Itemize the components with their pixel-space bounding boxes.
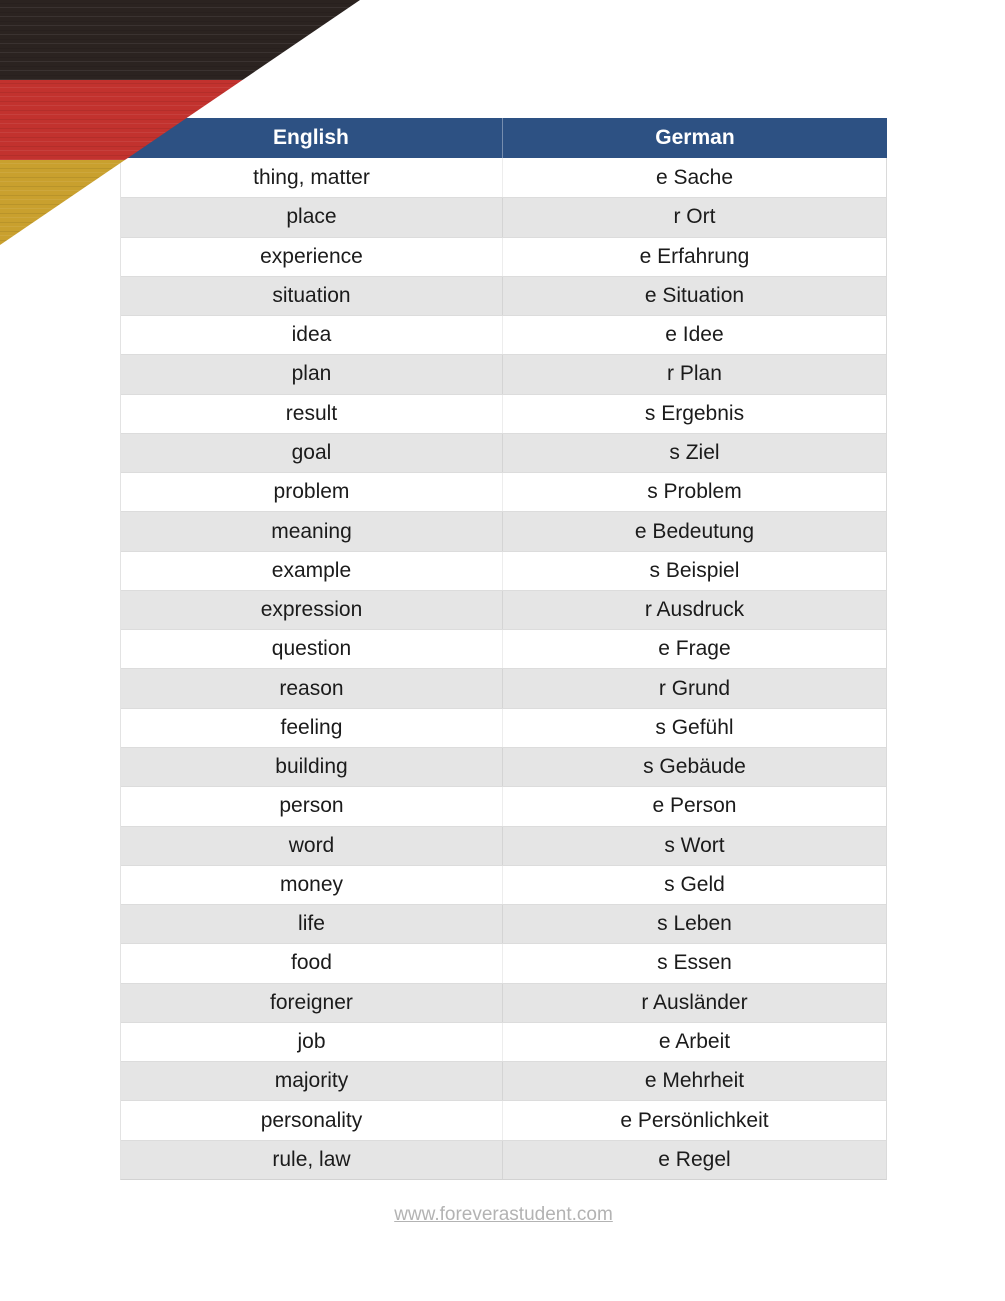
- table-row: [121, 511, 886, 550]
- english-cell: money: [279, 872, 343, 896]
- table-row: [121, 1100, 886, 1139]
- english-cell: problem: [273, 480, 350, 504]
- english-cell: job: [297, 1029, 326, 1053]
- english-cell: food: [291, 951, 332, 975]
- table-body: [120, 158, 887, 1180]
- table-row: [121, 629, 886, 668]
- table-row: [121, 276, 886, 315]
- table-row: [121, 551, 886, 590]
- german-cell: e Regel: [502, 1141, 886, 1179]
- website-link[interactable]: www.foreverastudent.com: [394, 1204, 613, 1225]
- english-cell: question: [271, 637, 352, 661]
- german-cell: s Ziel: [502, 434, 886, 472]
- table-row: [121, 668, 886, 707]
- german-cell: s Ergebnis: [502, 395, 886, 433]
- german-cell: e Frage: [502, 630, 886, 668]
- german-cell: r Grund: [502, 669, 886, 707]
- english-cell: idea: [291, 323, 332, 347]
- table-row: [121, 983, 886, 1022]
- german-cell: s Geld: [502, 866, 886, 904]
- english-cell: feeling: [280, 715, 343, 739]
- german-cell: e Persönlichkeit: [502, 1101, 886, 1139]
- german-cell: e Person: [502, 787, 886, 825]
- german-cell: e Arbeit: [502, 1023, 886, 1061]
- table-row: [121, 237, 886, 276]
- table-row: [121, 1140, 886, 1179]
- english-cell: meaning: [271, 519, 352, 543]
- english-cell: experience: [260, 244, 363, 268]
- german-cell: r Plan: [502, 355, 886, 393]
- english-cell: plan: [291, 362, 332, 386]
- german-cell: e Sache: [502, 158, 886, 197]
- english-cell: majority: [274, 1069, 349, 1093]
- table-header-row: [120, 118, 887, 158]
- vocab-table: [120, 118, 887, 1180]
- english-cell: reason: [279, 676, 344, 700]
- table-row: [121, 315, 886, 354]
- german-cell: r Ort: [502, 198, 886, 236]
- english-cell: word: [288, 833, 335, 857]
- english-cell: expression: [260, 598, 363, 622]
- column-header-english: English: [273, 126, 349, 149]
- german-cell: e Erfahrung: [502, 238, 886, 276]
- german-cell: s Wort: [502, 827, 886, 865]
- english-cell: building: [275, 755, 348, 779]
- german-cell: s Leben: [502, 905, 886, 943]
- english-cell: situation: [272, 283, 351, 307]
- table-row: [121, 433, 886, 472]
- english-cell: place: [286, 205, 337, 229]
- german-cell: e Bedeutung: [502, 512, 886, 550]
- english-cell: result: [285, 401, 338, 425]
- table-row: [121, 1022, 886, 1061]
- german-cell: r Ausdruck: [502, 591, 886, 629]
- german-cell: s Gefühl: [502, 709, 886, 747]
- german-cell: s Problem: [502, 473, 886, 511]
- table-row: [121, 826, 886, 865]
- english-cell: foreigner: [270, 990, 353, 1014]
- english-cell: person: [279, 794, 344, 818]
- english-cell: example: [271, 558, 352, 582]
- english-cell: goal: [291, 440, 332, 464]
- table-row: [121, 472, 886, 511]
- table-row: [121, 708, 886, 747]
- german-cell: e Idee: [502, 316, 886, 354]
- german-cell: s Gebäude: [502, 748, 886, 786]
- german-cell: e Situation: [502, 277, 886, 315]
- english-cell: rule, law: [272, 1147, 351, 1171]
- footer: [120, 1204, 887, 1226]
- english-cell: personality: [260, 1108, 363, 1132]
- table-row: [121, 354, 886, 393]
- table-row: [121, 158, 886, 197]
- table-row: [121, 865, 886, 904]
- table-row: [121, 590, 886, 629]
- german-cell: e Mehrheit: [502, 1062, 886, 1100]
- table-row: [121, 904, 886, 943]
- english-cell: thing, matter: [253, 165, 370, 189]
- flag-stripe-black: [0, 0, 360, 80]
- german-cell: r Ausländer: [502, 984, 886, 1022]
- column-header-german: German: [502, 118, 887, 158]
- german-cell: s Beispiel: [502, 552, 886, 590]
- table-row: [121, 197, 886, 236]
- table-row: [121, 1061, 886, 1100]
- english-cell: life: [298, 912, 325, 936]
- german-cell: s Essen: [502, 944, 886, 982]
- table-row: [121, 943, 886, 982]
- table-row: [121, 747, 886, 786]
- table-row: [121, 786, 886, 825]
- table-row: [121, 394, 886, 433]
